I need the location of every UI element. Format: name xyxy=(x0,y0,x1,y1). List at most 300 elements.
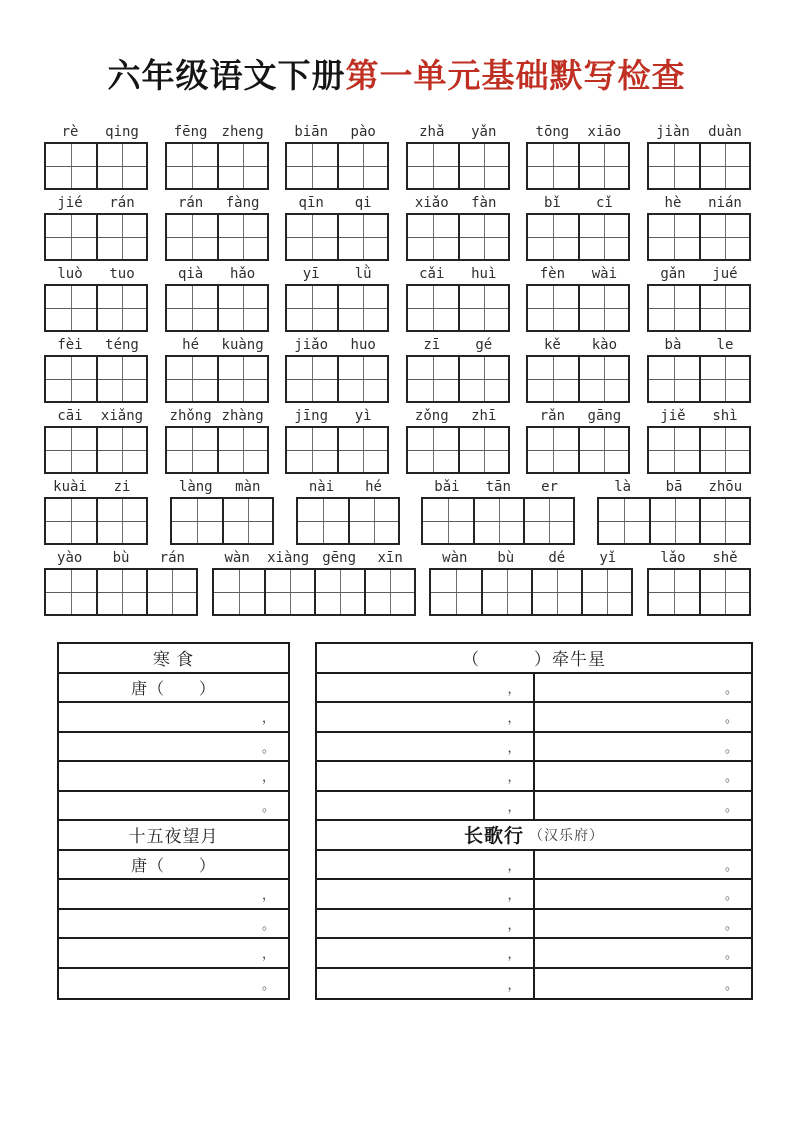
pinyin-syllable: wàn xyxy=(224,550,250,566)
pinyin-syllable: zǒng xyxy=(414,408,449,424)
punctuation-mark: 。 xyxy=(261,798,275,814)
character-box xyxy=(458,428,508,472)
word-block xyxy=(285,407,389,474)
pinyin-syllable: biān xyxy=(294,124,329,140)
pinyin-syllable: shì xyxy=(712,408,738,424)
punctuation-mark: 。 xyxy=(261,739,275,755)
pinyin-syllable: qià xyxy=(177,266,204,282)
character-box xyxy=(599,499,649,543)
pinyin-syllable: tuo xyxy=(109,266,135,282)
writing-grid xyxy=(406,426,510,474)
writing-grid xyxy=(647,213,751,261)
pinyin-syllable: làng xyxy=(178,479,213,495)
writing-grid xyxy=(406,213,510,261)
character-box xyxy=(337,144,387,188)
poem-line-row xyxy=(317,880,751,910)
pinyin-label xyxy=(44,336,148,355)
pinyin-syllable: hé xyxy=(182,337,200,353)
character-box xyxy=(167,357,217,401)
word-block xyxy=(44,407,148,474)
pinyin-word-row xyxy=(44,123,751,190)
poem-title-row xyxy=(317,644,751,674)
pinyin-syllable: lǎo xyxy=(660,550,686,566)
pinyin-label xyxy=(44,265,148,284)
character-box xyxy=(217,428,267,472)
pinyin-word-row xyxy=(44,265,751,332)
writing-grid xyxy=(526,213,630,261)
word-block xyxy=(165,265,269,332)
character-box xyxy=(46,570,96,614)
pinyin-syllable: jiǎo xyxy=(294,337,329,353)
character-box xyxy=(96,499,146,543)
character-box xyxy=(46,499,96,543)
character-box xyxy=(649,144,699,188)
pinyin-label xyxy=(285,194,389,213)
poem-title-text: （ ）牵牛星 xyxy=(462,650,606,670)
pinyin-label xyxy=(421,478,575,497)
word-block xyxy=(647,265,751,332)
pinyin-label xyxy=(44,549,198,568)
character-box xyxy=(96,286,146,330)
word-block xyxy=(212,549,416,616)
pinyin-syllable: nián xyxy=(708,195,742,211)
writing-grid xyxy=(647,568,751,616)
pinyin-label xyxy=(526,194,630,213)
character-box xyxy=(314,570,364,614)
pinyin-label xyxy=(647,549,751,568)
character-box xyxy=(649,428,699,472)
poem-line-row xyxy=(59,733,288,763)
poem-title-row xyxy=(317,821,751,851)
character-box xyxy=(649,499,699,543)
character-box xyxy=(423,499,473,543)
pinyin-syllable: téng xyxy=(105,337,139,353)
pinyin-syllable: wàn xyxy=(442,550,468,566)
pinyin-label xyxy=(406,407,510,426)
pinyin-syllable: le xyxy=(716,337,734,353)
pinyin-label xyxy=(526,123,630,142)
writing-grid xyxy=(406,355,510,403)
pinyin-syllable: yào xyxy=(57,550,83,566)
pinyin-syllable: xiāo xyxy=(587,124,622,140)
pinyin-syllable: fàng xyxy=(225,195,260,211)
pinyin-syllable: lǜ xyxy=(354,266,372,282)
pinyin-word-row xyxy=(44,407,751,474)
punctuation-mark: ， xyxy=(261,887,275,903)
writing-grid xyxy=(421,497,575,545)
writing-grid xyxy=(212,568,416,616)
pinyin-syllable: tōng xyxy=(535,124,570,140)
pinyin-label xyxy=(429,549,633,568)
poem-halfline-comma: ， xyxy=(317,733,535,761)
poem-title-note: （汉乐府） xyxy=(529,828,604,844)
poem-line-row xyxy=(317,969,751,999)
character-box xyxy=(287,357,337,401)
poem-halfline-period: 。 xyxy=(724,916,738,932)
character-box xyxy=(217,215,267,259)
poem-line-row xyxy=(317,792,751,822)
pinyin-label xyxy=(285,265,389,284)
pinyin-syllable: fèi xyxy=(57,337,83,353)
poem-line-row xyxy=(317,733,751,763)
word-block xyxy=(165,194,269,261)
poem-line-row xyxy=(59,939,288,969)
punctuation-mark: ， xyxy=(261,710,275,726)
word-block xyxy=(647,336,751,403)
pinyin-label xyxy=(647,336,751,355)
word-block xyxy=(165,123,269,190)
pinyin-syllable: huo xyxy=(350,337,376,353)
character-box xyxy=(217,357,267,401)
pinyin-label xyxy=(647,194,751,213)
pinyin-syllable: yī xyxy=(302,266,320,282)
poem-table-left xyxy=(57,642,290,1000)
character-box xyxy=(408,286,458,330)
poem-title-row: 寒 食 xyxy=(59,644,288,674)
pinyin-syllable: gǎn xyxy=(660,266,686,282)
character-box xyxy=(531,570,581,614)
writing-grid xyxy=(44,568,198,616)
character-box xyxy=(287,428,337,472)
poem-table-right xyxy=(315,642,753,1000)
character-box xyxy=(408,144,458,188)
word-block xyxy=(44,478,148,545)
pinyin-syllable: hǎo xyxy=(229,266,256,282)
word-block xyxy=(429,549,633,616)
writing-grid xyxy=(647,284,751,332)
poem-halfline-period: 。 xyxy=(724,798,738,814)
pinyin-syllable: cǎi xyxy=(419,266,445,282)
word-block xyxy=(526,194,630,261)
word-block xyxy=(421,478,575,545)
pinyin-label xyxy=(597,478,751,497)
writing-grid xyxy=(296,497,400,545)
word-block xyxy=(406,123,510,190)
character-box xyxy=(578,357,628,401)
pinyin-syllable: fàn xyxy=(471,195,497,211)
writing-grid xyxy=(44,142,148,190)
word-block xyxy=(44,123,148,190)
word-block xyxy=(526,123,630,190)
pinyin-syllable: xiǎng xyxy=(100,408,144,424)
punctuation-mark: 。 xyxy=(261,976,275,992)
pinyin-syllable: wài xyxy=(591,266,618,282)
pinyin-syllable: yǐ xyxy=(599,550,617,566)
writing-grid xyxy=(647,355,751,403)
writing-grid xyxy=(526,355,630,403)
poem-halfline-period: 。 xyxy=(724,857,738,873)
writing-grid xyxy=(165,142,269,190)
poem-line-row xyxy=(59,703,288,733)
poem-halfline-period: 。 xyxy=(724,946,738,962)
word-block xyxy=(597,478,751,545)
character-box xyxy=(649,357,699,401)
pinyin-syllable: bù xyxy=(112,550,130,566)
poem-halfline-comma: ， xyxy=(317,939,535,967)
writing-grid xyxy=(406,284,510,332)
character-box xyxy=(458,215,508,259)
pinyin-syllable: xiǎo xyxy=(414,195,449,211)
character-box xyxy=(167,215,217,259)
poem-line-row xyxy=(317,762,751,792)
character-box xyxy=(287,144,337,188)
writing-grid xyxy=(429,568,633,616)
poem-halfline-comma: ， xyxy=(317,703,535,731)
writing-grid xyxy=(285,355,389,403)
character-box xyxy=(649,286,699,330)
pinyin-label xyxy=(44,123,148,142)
word-block xyxy=(285,336,389,403)
pinyin-word-row xyxy=(44,336,751,403)
pinyin-label xyxy=(285,336,389,355)
word-block xyxy=(170,478,274,545)
pinyin-syllable: gāng xyxy=(587,408,622,424)
character-box xyxy=(578,286,628,330)
punctuation-mark: 。 xyxy=(261,916,275,932)
pinyin-syllable: yì xyxy=(354,408,372,424)
pinyin-syllable: zheng xyxy=(221,124,264,140)
character-box xyxy=(528,144,578,188)
pinyin-syllable: màn xyxy=(235,479,261,495)
writing-grid xyxy=(285,213,389,261)
writing-grid xyxy=(44,284,148,332)
pinyin-label xyxy=(406,265,510,284)
word-block xyxy=(44,336,148,403)
pinyin-syllable: hè xyxy=(664,195,682,211)
pinyin-label xyxy=(406,194,510,213)
poem-halfline-period: 。 xyxy=(724,769,738,785)
character-box xyxy=(46,286,96,330)
pinyin-label xyxy=(526,407,630,426)
character-box xyxy=(408,215,458,259)
pinyin-label xyxy=(526,265,630,284)
pinyin-syllable: zhàng xyxy=(221,408,264,424)
pinyin-label xyxy=(170,478,274,497)
pinyin-syllable: xiàng xyxy=(267,550,310,566)
pinyin-syllable: luò xyxy=(57,266,83,282)
pinyin-syllable: rán xyxy=(159,550,185,566)
pinyin-syllable: jié xyxy=(57,195,83,211)
word-block xyxy=(165,407,269,474)
character-box xyxy=(146,570,196,614)
pinyin-label xyxy=(165,407,269,426)
character-box xyxy=(699,144,749,188)
word-block xyxy=(285,194,389,261)
word-block xyxy=(647,407,751,474)
pinyin-syllable: bù xyxy=(497,550,515,566)
pinyin-syllable: xīn xyxy=(377,550,403,566)
pinyin-syllable: kuàng xyxy=(221,337,264,353)
character-box xyxy=(96,215,146,259)
pinyin-label xyxy=(212,549,416,568)
pinyin-syllable: rè xyxy=(61,124,79,140)
writing-grid xyxy=(165,355,269,403)
writing-grid xyxy=(526,426,630,474)
pinyin-syllable: tān xyxy=(485,479,511,495)
character-box xyxy=(337,357,387,401)
poem-title-text: 长歌行 xyxy=(463,826,524,848)
poem-halfline-comma: ， xyxy=(317,792,535,820)
pinyin-syllable: zhǎ xyxy=(419,124,445,140)
character-box xyxy=(699,499,749,543)
pinyin-syllable: yǎn xyxy=(471,124,497,140)
character-box xyxy=(348,499,398,543)
word-block xyxy=(44,194,148,261)
poem-halfline-period: 。 xyxy=(724,680,738,696)
writing-grid xyxy=(597,497,751,545)
character-box xyxy=(408,428,458,472)
character-box xyxy=(96,570,146,614)
pinyin-syllable: zhǒng xyxy=(169,408,212,424)
poem-halfline-period: 。 xyxy=(724,976,738,992)
character-box xyxy=(578,428,628,472)
writing-grid xyxy=(44,213,148,261)
poem-halfline-period: 。 xyxy=(724,710,738,726)
poem-line-row xyxy=(317,939,751,969)
pinyin-syllable: bǐ xyxy=(543,195,561,211)
poem-line-row xyxy=(59,880,288,910)
character-box xyxy=(96,428,146,472)
pinyin-syllable: rǎn xyxy=(539,408,566,424)
character-box xyxy=(528,215,578,259)
writing-grid xyxy=(285,426,389,474)
punctuation-mark: ， xyxy=(261,769,275,785)
pinyin-syllable: cāi xyxy=(57,408,83,424)
pinyin-label xyxy=(296,478,400,497)
word-block xyxy=(406,407,510,474)
pinyin-syllable: kě xyxy=(543,337,561,353)
title-highlight: 第一单元基础默写检查 xyxy=(345,57,686,94)
pinyin-syllable: rán xyxy=(177,195,204,211)
pinyin-label xyxy=(165,194,269,213)
writing-grid xyxy=(44,355,148,403)
character-box xyxy=(431,570,481,614)
character-box xyxy=(96,144,146,188)
character-box xyxy=(473,499,523,543)
character-box xyxy=(528,428,578,472)
character-box xyxy=(581,570,631,614)
pinyin-syllable: bà xyxy=(664,337,682,353)
character-box xyxy=(214,570,264,614)
character-box xyxy=(337,215,387,259)
pinyin-syllable: pào xyxy=(350,124,376,140)
poem-line-row xyxy=(317,910,751,940)
word-block xyxy=(647,549,751,616)
pinyin-syllable: gēng xyxy=(322,550,357,566)
character-box xyxy=(222,499,272,543)
word-block xyxy=(285,265,389,332)
pinyin-syllable: jīng xyxy=(294,408,329,424)
character-box xyxy=(46,428,96,472)
poem-halfline-comma: ， xyxy=(317,674,535,702)
poem-halfline-period: 。 xyxy=(724,887,738,903)
character-box xyxy=(408,357,458,401)
pinyin-syllable: hé xyxy=(365,479,382,495)
poem-line-row xyxy=(59,762,288,792)
word-block xyxy=(296,478,400,545)
character-box xyxy=(578,215,628,259)
pinyin-writing-section xyxy=(44,123,751,616)
word-block xyxy=(647,123,751,190)
word-block xyxy=(526,265,630,332)
pinyin-syllable: fèn xyxy=(539,266,566,282)
character-box xyxy=(458,286,508,330)
character-box xyxy=(481,570,531,614)
pinyin-syllable: rán xyxy=(109,195,135,211)
character-box xyxy=(46,144,96,188)
pinyin-label xyxy=(44,407,148,426)
poem-halfline-comma: ， xyxy=(317,969,535,999)
writing-grid xyxy=(285,142,389,190)
pinyin-word-row xyxy=(44,478,751,545)
pinyin-label xyxy=(526,336,630,355)
character-box xyxy=(172,499,222,543)
writing-grid xyxy=(165,213,269,261)
character-box xyxy=(167,428,217,472)
pinyin-label xyxy=(406,123,510,142)
pinyin-syllable: dé xyxy=(548,550,566,566)
pinyin-syllable: shě xyxy=(712,550,738,566)
poem-line-row xyxy=(317,851,751,881)
pinyin-syllable: kuài xyxy=(53,479,87,495)
punctuation-mark: ， xyxy=(261,946,275,962)
character-box xyxy=(699,357,749,401)
word-block xyxy=(647,194,751,261)
pinyin-syllable: zhī xyxy=(471,408,497,424)
poem-line-row xyxy=(317,703,751,733)
character-box xyxy=(167,144,217,188)
pinyin-syllable: jiě xyxy=(660,408,686,424)
character-box xyxy=(649,215,699,259)
character-box xyxy=(96,357,146,401)
character-box xyxy=(167,286,217,330)
pinyin-syllable: duàn xyxy=(708,124,742,140)
character-box xyxy=(578,144,628,188)
title-prefix: 六年级语文下册 xyxy=(107,57,346,94)
pinyin-label xyxy=(647,265,751,284)
character-box xyxy=(287,286,337,330)
pinyin-label xyxy=(647,407,751,426)
poem-line-row xyxy=(317,674,751,704)
character-box xyxy=(264,570,314,614)
character-box xyxy=(699,428,749,472)
pinyin-syllable: zī xyxy=(423,337,441,353)
poem-halfline-period: 。 xyxy=(724,739,738,755)
poem-halfline-comma: ， xyxy=(317,880,535,908)
character-box xyxy=(217,286,267,330)
character-box xyxy=(528,357,578,401)
character-box xyxy=(458,144,508,188)
pinyin-label xyxy=(285,123,389,142)
pinyin-syllable: zi xyxy=(113,479,131,495)
poem-author-row: 唐（ ） xyxy=(59,674,288,704)
writing-grid xyxy=(647,426,751,474)
word-block xyxy=(165,336,269,403)
poem-line-row xyxy=(59,969,288,999)
character-box xyxy=(337,428,387,472)
character-box xyxy=(458,357,508,401)
pinyin-syllable: er xyxy=(541,479,558,495)
writing-grid xyxy=(526,284,630,332)
pinyin-syllable: qi xyxy=(354,195,372,211)
character-box xyxy=(217,144,267,188)
writing-grid xyxy=(406,142,510,190)
writing-grid xyxy=(165,426,269,474)
pinyin-syllable: là xyxy=(614,479,632,495)
poem-title-row: 十五夜望月 xyxy=(59,821,288,851)
pinyin-syllable: gé xyxy=(475,337,493,353)
character-box xyxy=(46,357,96,401)
